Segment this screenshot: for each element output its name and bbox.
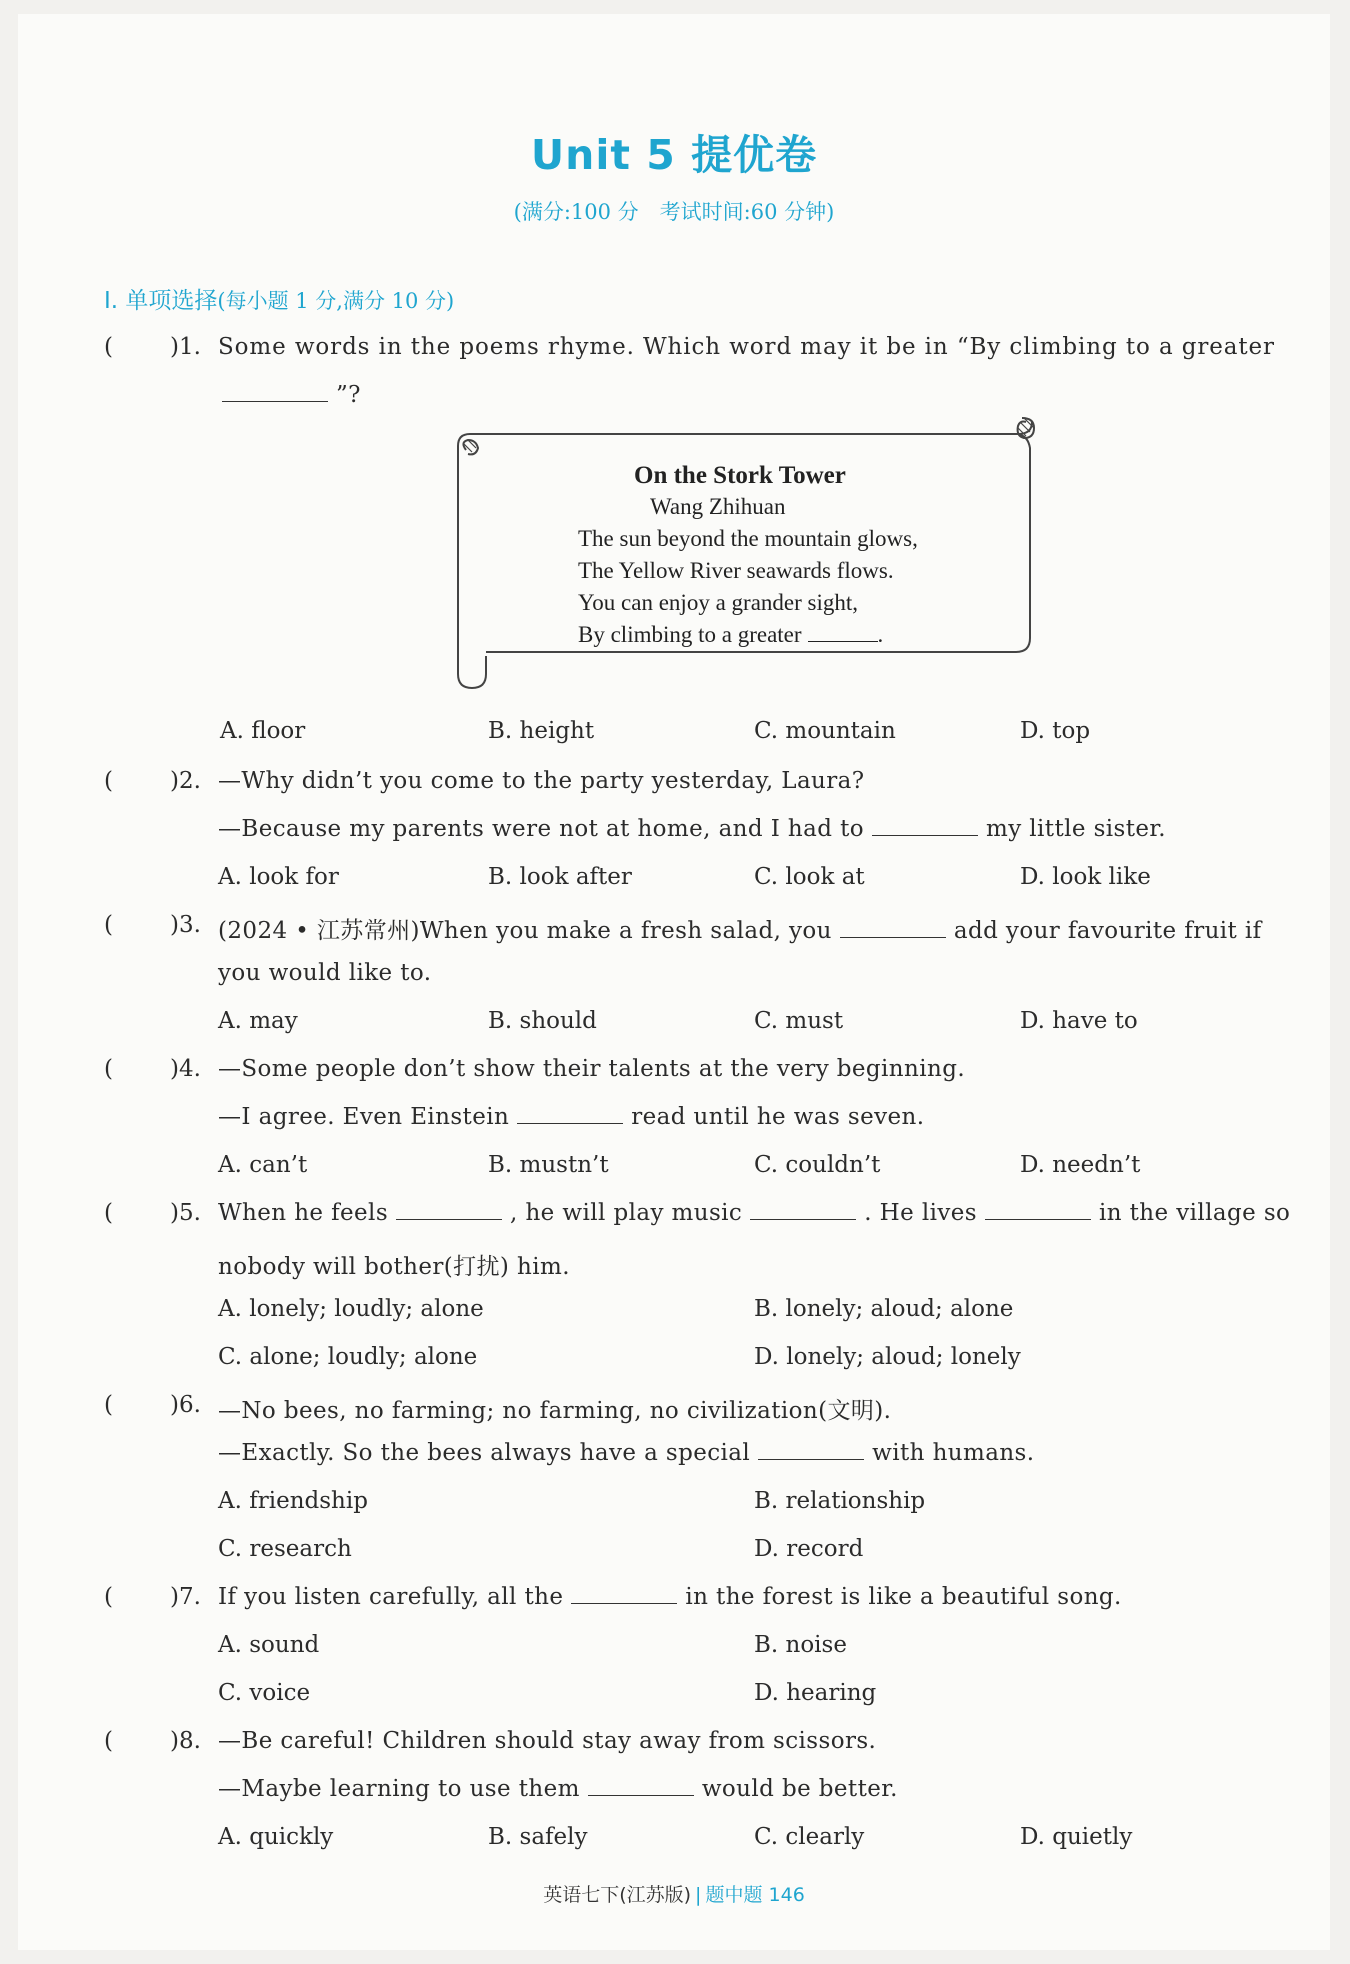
- answer-blank: [222, 383, 328, 402]
- answer-blank: [758, 1441, 864, 1460]
- answer-blank: [588, 1777, 694, 1796]
- option-d[interactable]: D. look like: [1020, 864, 1151, 890]
- exam-page: [18, 14, 1330, 1950]
- poem-line: The sun beyond the mountain glows,: [578, 526, 918, 551]
- option-d[interactable]: D. top: [1020, 718, 1091, 744]
- question-stem: —Some people don’t show their talents at the very beginning.: [218, 1056, 966, 1082]
- question-stem: If you listen carefully, all the in the forest is like a beautiful song.: [218, 1584, 1122, 1610]
- question-number: )1.: [170, 334, 201, 360]
- page-title: Unit 5 提优卷: [530, 131, 818, 179]
- section-note: (每小题 1 分,满分 10 分): [217, 289, 455, 313]
- footer-divider: |: [695, 1884, 702, 1906]
- question-number: )4.: [170, 1056, 201, 1082]
- answer-paren[interactable]: (: [104, 1584, 113, 1610]
- option-a[interactable]: A. may: [218, 1008, 298, 1034]
- poem-title: On the Stork Tower: [634, 462, 846, 489]
- answer-blank: [396, 1201, 502, 1220]
- option-a[interactable]: A. sound: [218, 1632, 320, 1658]
- option-b[interactable]: B. relationship: [754, 1488, 926, 1514]
- page-footer: [18, 1880, 1330, 1907]
- poem-blank: [808, 625, 878, 642]
- option-b[interactable]: B. mustn’t: [488, 1152, 609, 1178]
- option-c[interactable]: C. voice: [218, 1680, 311, 1706]
- option-b[interactable]: B. height: [488, 718, 595, 744]
- option-c[interactable]: C. must: [754, 1008, 844, 1034]
- footer-series: 题中题: [705, 1884, 763, 1906]
- poem-scroll: [436, 412, 1046, 702]
- answer-paren[interactable]: (: [104, 1392, 113, 1418]
- answer-blank: [840, 919, 946, 938]
- option-d[interactable]: D. have to: [1020, 1008, 1138, 1034]
- question-stem: —Be careful! Children should stay away from scissors.: [218, 1728, 877, 1754]
- answer-paren[interactable]: (: [104, 1728, 113, 1754]
- scroll-frame: [436, 412, 1046, 702]
- option-c[interactable]: C. look at: [754, 864, 865, 890]
- option-c[interactable]: C. mountain: [754, 718, 896, 744]
- poem-line: You can enjoy a grander sight,: [578, 590, 858, 615]
- question-stem: ”?: [214, 382, 361, 408]
- question-number: )3.: [170, 912, 201, 938]
- option-c[interactable]: C. clearly: [754, 1824, 865, 1850]
- option-c[interactable]: C. alone; loudly; alone: [218, 1344, 478, 1370]
- option-d[interactable]: D. hearing: [754, 1680, 877, 1706]
- option-c[interactable]: C. research: [218, 1536, 352, 1562]
- question-stem: —I agree. Even Einstein read until he was seven.: [218, 1104, 925, 1130]
- question-stem: (2024 • 江苏常州)When you make a fresh salad, you add your favourite fruit if: [218, 918, 1262, 944]
- answer-blank: [750, 1201, 856, 1220]
- answer-paren[interactable]: (: [104, 1056, 113, 1082]
- question-stem: —No bees, no farming; no farming, no civilization(文明).: [218, 1398, 892, 1424]
- question-stem: When he feels , he will play music . He lives in the village so: [218, 1200, 1291, 1226]
- answer-paren[interactable]: (: [104, 768, 113, 794]
- answer-paren[interactable]: (: [104, 912, 113, 938]
- question-stem: —Why didn’t you come to the party yesterday, Laura?: [218, 768, 865, 794]
- answer-paren[interactable]: (: [104, 334, 113, 360]
- question-number: )2.: [170, 768, 201, 794]
- poem-author: Wang Zhihuan: [650, 494, 786, 519]
- option-b[interactable]: B. safely: [488, 1824, 588, 1850]
- option-a[interactable]: A. floor: [220, 718, 306, 744]
- option-a[interactable]: A. friendship: [218, 1488, 368, 1514]
- page-number: 146: [768, 1884, 805, 1906]
- option-c[interactable]: C. couldn’t: [754, 1152, 881, 1178]
- option-b[interactable]: B. noise: [754, 1632, 847, 1658]
- question-stem: you would like to.: [218, 960, 432, 986]
- question-stem: —Exactly. So the bees always have a special with humans.: [218, 1440, 1035, 1466]
- section-label: Ⅰ. 单项选择: [104, 288, 218, 314]
- question-stem: Some words in the poems rhyme. Which word may it be in “By climbing to a greater: [218, 334, 1275, 360]
- answer-blank: [517, 1105, 623, 1124]
- question-number: )8.: [170, 1728, 201, 1754]
- option-d[interactable]: D. record: [754, 1536, 864, 1562]
- answer-blank: [571, 1585, 677, 1604]
- page-subtitle: (满分:100 分 考试时间:60 分钟): [513, 200, 835, 224]
- option-a[interactable]: A. look for: [218, 864, 339, 890]
- poem-line: By climbing to a greater .: [578, 622, 884, 647]
- option-d[interactable]: D. quietly: [1020, 1824, 1133, 1850]
- question-stem: nobody will bother(打扰) him.: [218, 1254, 570, 1280]
- question-stem: —Because my parents were not at home, and I had to my little sister.: [218, 816, 1166, 842]
- option-d[interactable]: D. needn’t: [1020, 1152, 1141, 1178]
- option-d[interactable]: D. lonely; aloud; lonely: [754, 1344, 1021, 1370]
- answer-paren[interactable]: (: [104, 1200, 113, 1226]
- question-number: )5.: [170, 1200, 201, 1226]
- section-heading: [104, 282, 454, 315]
- option-a[interactable]: A. lonely; loudly; alone: [218, 1296, 484, 1322]
- question-number: )7.: [170, 1584, 201, 1610]
- question-stem: —Maybe learning to use them would be better.: [218, 1776, 898, 1802]
- poem-line: The Yellow River seawards flows.: [578, 558, 894, 583]
- answer-blank: [872, 817, 978, 836]
- option-b[interactable]: B. should: [488, 1008, 597, 1034]
- option-a[interactable]: A. can’t: [218, 1152, 308, 1178]
- option-a[interactable]: A. quickly: [218, 1824, 334, 1850]
- option-b[interactable]: B. look after: [488, 864, 632, 890]
- answer-blank: [985, 1201, 1091, 1220]
- option-b[interactable]: B. lonely; aloud; alone: [754, 1296, 1014, 1322]
- footer-book: 英语七下(江苏版): [543, 1884, 692, 1906]
- question-number: )6.: [170, 1392, 201, 1418]
